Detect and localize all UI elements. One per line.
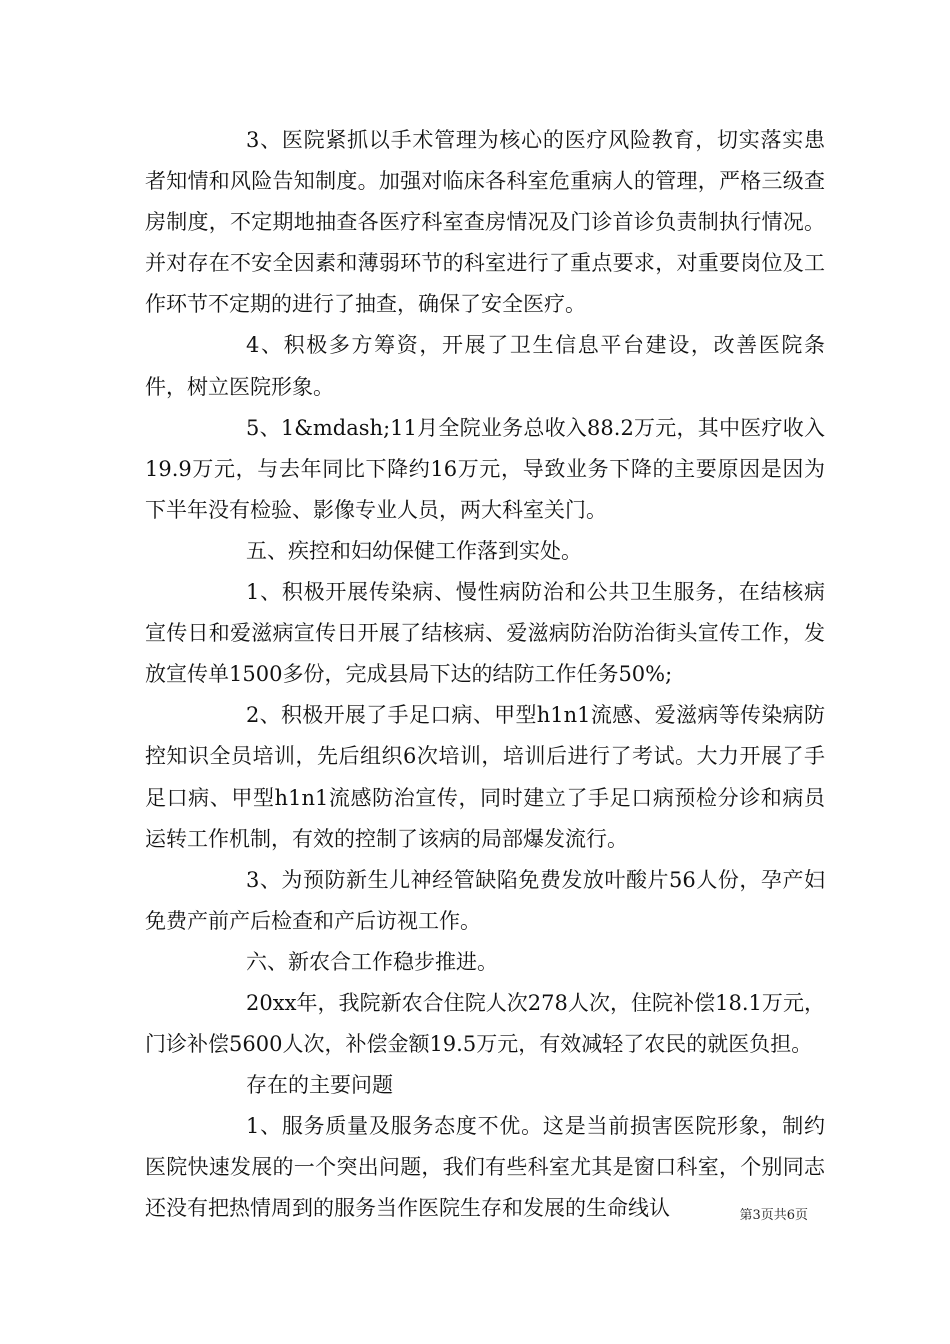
section-heading-main-problems: 存在的主要问题 [246,1073,393,1098]
section-heading-disease-control: 五、疾控和妇幼保健工作落到实处。 [246,538,582,563]
paragraph-folic-acid: 3、为预防新生儿神经管缺陷免费发放叶酸片56人份，孕产妇免费产前产后检查和产后访视工作。 [145,867,825,933]
paragraph-training: 2、积极开展了手足口病、甲型h1n1流感、爱滋病等传染病防控知识全员培训，先后组织6次培训，培训后进行了考试。大力开展了手足口病、甲型h1n1流感防治宣传，同时建立了手足口病预检分诊和病员运转工作机制，有效的控制了该病的局部爆发流行。 [145,703,825,851]
page-number-footer: 第3页共6页 [739,1208,808,1223]
paragraph-fundraising: 4、积极多方筹资，开展了卫生信息平台建设，改善医院条件，树立医院形象。 [145,333,825,399]
paragraph-rural-coop-stats: 20xx年，我院新农合住院人次278人次，住院补偿18.1万元，门诊补偿5600人次，补偿金额19.5万元，有效减轻了农民的就医负担。 [145,990,825,1057]
paragraph-surgery-risk: 3、医院紧抓以手术管理为核心的医疗风险教育，切实落实患者知情和风险告知制度。加强对临床各科室危重病人的管理，严格三级查房制度，不定期地抽查各医疗科室查房情况及门诊首诊负责制执行情况。并对存在不安全因素和薄弱环节的科室进行了重点要求，对重要岗位及工作环节不定期的进行了抽查，确保了安全医疗。 [145,128,825,317]
section-heading-rural-coop: 六、新农合工作稳步推进。 [246,949,498,974]
document-body [145,120,825,1230]
paragraph-infectious-disease: 1、积极开展传染病、慢性病防治和公共卫生服务，在结核病宣传日和爱滋病宣传日开展了结核病、爱滋病防治防治街头宣传工作，发放宣传单1500多份，完成县局下达的结防工作任务50%; [145,580,825,687]
paragraph-revenue: 5、1&mdash;11月全院业务总收入88.2万元，其中医疗收入19.9万元，与去年同比下降约16万元，导致业务下降的主要原因是因为下半年没有检验、影像专业人员，两大科室关门。 [145,415,825,522]
paragraph-service-quality: 1、服务质量及服务态度不优。这是当前损害医院形象，制约医院快速发展的一个突出问题，我们有些科室尤其是窗口科室，个别同志还没有把热情周到的服务当作医院生存和发展的生命线认 [145,1114,825,1221]
